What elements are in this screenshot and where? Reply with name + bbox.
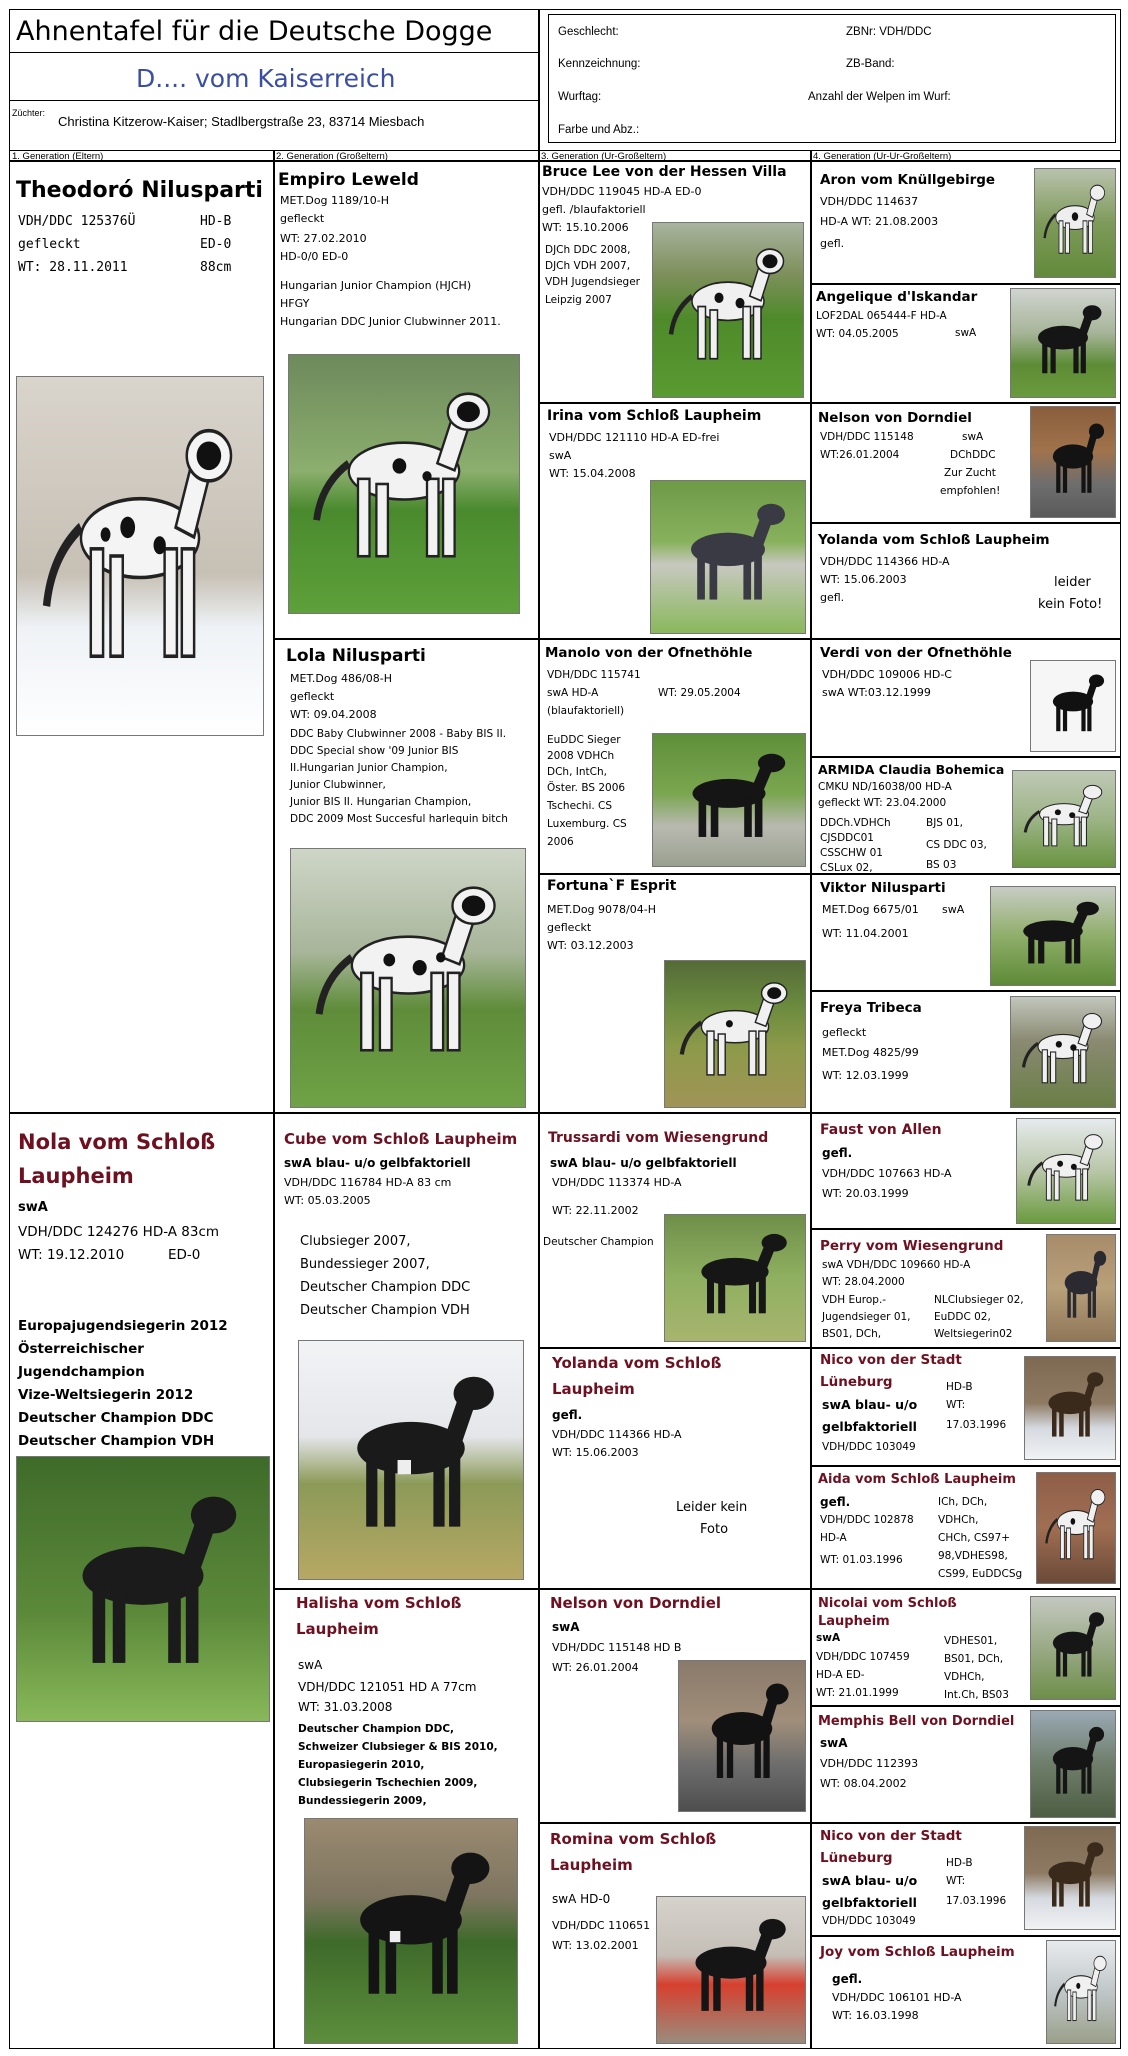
empiro-photo [288,354,520,614]
fortuna-name: Fortuna`F Esprit [547,878,677,894]
zbband-label: ZB-Band: [846,58,895,70]
gen3-label: 3. Generation (Ur-Großeltern) [541,151,667,162]
sire-color: gefleckt [18,237,81,252]
manolo-l9: Luxemburg. CS [547,818,627,830]
dam-title-0: Europajugendsiegerin 2012 [18,1318,228,1334]
manolo-l7: Öster. BS 2006 [547,782,626,794]
dam-title-5: Deutscher Champion VDH [18,1433,215,1449]
verdi-name: Verdi von der Ofnethöhle [820,645,1012,661]
cube-l1: swA blau- u/o gelbfaktoriell [284,1156,471,1170]
yolanda3-l2: VDH/DDC 114366 HD-A [552,1428,682,1441]
halisha-photo [304,1818,518,2044]
armida-l6: CSLux 02, [820,862,873,874]
viktor-l1b: swA [942,903,965,916]
bruce-l6: VDH Jugendsieger [545,276,640,288]
trussardi-l2: VDH/DDC 113374 HD-A [552,1176,682,1189]
cube-l2: VDH/DDC 116784 HD-A 83 cm [284,1176,452,1189]
yolanda3-no-photo-1: Leider kein [676,1500,748,1515]
cube-photo [298,1340,524,1580]
g3-split-2 [538,638,810,640]
nico2-l3: VDH/DDC 103049 [822,1915,916,1927]
dam-ed: ED-0 [168,1247,201,1263]
joy-name: Joy vom Schloß Laupheim [820,1944,1015,1960]
dam-title-1: Österreichischer [18,1341,144,1357]
g4-split-14 [810,1822,1121,1824]
faust-l3: WT: 20.03.1999 [822,1187,909,1200]
halisha-l3: WT: 31.03.2008 [298,1700,393,1714]
nicolai-l4: WT: 21.01.1999 [816,1687,899,1699]
romina-name-2: Laupheim [550,1856,633,1874]
fortuna-l3: WT: 03.12.2003 [547,939,634,952]
viktor-name: Viktor Nilusparti [820,880,946,896]
g4-split-13 [810,1705,1121,1707]
armida-name: ARMIDA Claudia Bohemica [818,762,1005,777]
romina-l2: VDH/DDC 110651 [552,1919,651,1932]
freya-photo [1010,996,1116,1108]
cube-l7: Deutscher Champion VDH [300,1303,470,1318]
col-sep-3 [810,150,812,2049]
aida-r2: VDHCh, [938,1514,979,1526]
armida-l5: CSSCHW 01 [820,847,883,859]
g4-split-2 [810,402,1121,404]
dam-color: swA [18,1200,48,1215]
g4-split-15 [810,1935,1121,1937]
angelique-l2b: swA [955,327,977,339]
aron-l1: VDH/DDC 114637 [820,195,919,208]
cube-name: Cube vom Schloß Laupheim [284,1130,518,1148]
col-sep-1 [273,150,275,2049]
dam-reg: VDH/DDC 124276 HD-A 83cm [18,1224,220,1240]
nelson4-l3: Zur Zucht [944,467,996,479]
nico1-l2: gelbfaktoriell [822,1419,917,1434]
g4-split-7 [810,990,1121,992]
lola-photo [290,848,526,1108]
aida-l3: HD-A [820,1532,847,1544]
memphis-name: Memphis Bell von Dorndiel [818,1714,1015,1729]
manolo-l8: Tschechi. CS [547,800,613,812]
perry-r3: Weltsiegerin02 [934,1328,1013,1340]
lola-l8: Junior BIS II. Hungarian Champion, [290,796,472,808]
bruce-l3: WT: 15.10.2006 [542,221,629,234]
nicolai-r2: BS01, DCh, [944,1653,1004,1665]
halisha-name-1: Halisha vom Schloß [296,1594,462,1612]
nelson4-l2: WT:26.01.2004 [820,449,900,461]
nico2-photo [1024,1826,1116,1930]
empiro-l5: Hungarian Junior Champion (HJCH) [280,279,472,292]
manolo-l6: DCh, IntCh, [547,766,607,778]
perry-l1: swA VDH/DDC 109660 HD-A [822,1259,971,1271]
armida-l1: CMKU ND/16038/00 HD-A [818,781,952,793]
perry-l2: WT: 28.04.2000 [822,1276,905,1288]
kennel-divider [9,100,538,101]
trussardi-l3: WT: 22.11.2002 [552,1204,639,1217]
cube-l4: Clubsieger 2007, [300,1234,411,1249]
joy-l3: WT: 16.03.1998 [832,2009,919,2022]
trussardi-photo [664,1214,806,1342]
nico2-r3: 17.03.1996 [946,1895,1007,1907]
trussardi-l4: Deutscher Champion [543,1236,654,1248]
nelson3-name: Nelson von Dorndiel [550,1594,722,1612]
halisha-l4: Deutscher Champion DDC, [298,1723,455,1735]
memphis-photo [1030,1710,1116,1818]
kennzeichnung-label: Kennzeichnung: [558,58,641,70]
aida-photo [1036,1472,1116,1584]
perry-photo [1046,1234,1116,1342]
aida-r4: 98,VDHES98, [938,1550,1008,1562]
angelique-l1: LOF2DAL 065444-F HD-A [816,310,947,322]
armida-r2: CS DDC 03, [926,839,987,851]
lola-l1: MET.Dog 486/08-H [290,672,392,685]
fortuna-photo [664,960,806,1108]
nelson4-l1: VDH/DDC 115148 [820,431,914,443]
breeder-label: Züchter: [12,108,46,118]
manolo-l2: swA HD-A [547,687,599,699]
sire-ed: ED-0 [200,237,232,252]
trussardi-l1: swA blau- u/o gelbfaktoriell [550,1156,737,1170]
sire-photo [16,376,264,736]
freya-name: Freya Tribeca [820,1000,922,1016]
perry-r2: EuDDC 02, [934,1311,991,1323]
angelique-l2: WT: 04.05.2005 [816,328,899,340]
g4-split-8 [810,1112,1121,1114]
bruce-photo [652,222,804,398]
dam-photo [16,1456,270,1722]
yolanda4-l1: VDH/DDC 114366 HD-A [820,555,950,568]
bruce-name: Bruce Lee von der Hessen Villa [542,164,787,180]
nico2-name-1: Nico von der Stadt [820,1828,962,1844]
perry-l3: VDH Europ.- [822,1294,887,1306]
welpen-label: Anzahl der Welpen im Wurf: [808,91,951,103]
g4-split-5 [810,756,1121,758]
fortuna-l1: MET.Dog 9078/04-H [547,903,656,916]
halisha-l1: swA [298,1658,323,1672]
romina-photo [656,1896,806,2044]
sire-hd: HD-B [200,214,232,229]
nelson3-l3: WT: 26.01.2004 [552,1661,639,1674]
nico1-name-1: Nico von der Stadt [820,1352,962,1368]
empiro-l7: Hungarian DDC Junior Clubwinner 2011. [280,315,501,328]
nico1-name-2: Lüneburg [820,1374,893,1390]
freya-l1: gefleckt [822,1026,867,1039]
viktor-l1: MET.Dog 6675/01 [822,903,919,916]
sire-height: 88cm [200,260,232,275]
dam-wt: WT: 19.12.2010 [18,1247,125,1263]
yolanda3-l1: gefl. [552,1408,583,1422]
g3-split-5 [538,1347,810,1349]
gen4-label: 4. Generation (Ur-Ur-Großeltern) [813,151,952,162]
breeder-info: Christina Kitzerow-Kaiser; Stadlbergstraße 23, 83714 Miesbach [58,114,425,129]
nelson4-l1b: swA [962,431,984,443]
faust-photo [1016,1118,1116,1224]
perry-r1: NLClubsieger 02, [934,1294,1024,1306]
title-divider [9,52,538,53]
aida-l4: WT: 01.03.1996 [820,1554,903,1566]
dam-name-line1: Nola vom Schloß [18,1130,216,1154]
dam-name-line2: Laupheim [18,1164,134,1188]
g3-split-3 [538,873,810,875]
romina-l1: swA HD-0 [552,1892,611,1906]
aron-name: Aron vom Knüllgebirge [820,172,996,188]
manolo-l3: (blaufaktoriell) [547,705,625,717]
irina-photo [650,480,806,634]
header-split [538,9,540,150]
bruce-l1: VDH/DDC 119045 HD-A ED-0 [542,185,702,198]
halisha-l6: Europasiegerin 2010, [298,1759,425,1771]
cube-l5: Bundessieger 2007, [300,1257,430,1272]
perry-name: Perry vom Wiesengrund [820,1238,1004,1254]
nicolai-photo [1030,1596,1116,1700]
nico2-name-2: Lüneburg [820,1850,893,1866]
aron-photo [1034,168,1116,278]
nelson4-l4: empfohlen! [940,485,1001,497]
col-sep-2 [538,150,540,2049]
wurftag-label: Wurftag: [558,91,602,103]
yolanda3-l3: WT: 15.06.2003 [552,1446,639,1459]
nico2-r1: HD-B [946,1857,973,1869]
g3-split-7 [538,1822,810,1824]
verdi-photo [1030,660,1116,752]
cube-l6: Deutscher Champion DDC [300,1280,471,1295]
nelson3-photo [678,1660,806,1812]
geschlecht-label: Geschlecht: [558,26,619,38]
lola-l5: DDC Special show '09 Junior BIS [290,745,459,757]
manolo-l2b: WT: 29.05.2004 [658,687,741,699]
aida-r1: ICh, DCh, [938,1496,988,1508]
bruce-l4: DJCh DDC 2008, [545,244,631,256]
g3-split-6 [538,1588,810,1590]
empiro-l3: WT: 27.02.2010 [280,232,367,245]
nelson4-l2b: DChDDC [950,449,996,461]
joy-l2: VDH/DDC 106101 HD-A [832,1991,962,2004]
armida-r3: BS 03 [926,859,957,871]
halisha-name-2: Laupheim [296,1620,379,1638]
manolo-l10: 2006 [547,836,574,848]
yolanda3-name-1: Yolanda vom Schloß [552,1354,722,1372]
aida-l2: VDH/DDC 102878 [820,1514,914,1526]
nicolai-name-1: Nicolai vom Schloß [818,1596,957,1611]
g4-split-12 [810,1588,1121,1590]
kennel-name: D.... vom Kaiserreich [136,64,396,93]
nico1-l3: VDH/DDC 103049 [822,1441,916,1453]
g4-split-3 [810,522,1121,524]
nicolai-l1: swA [816,1632,841,1644]
lola-l4: DDC Baby Clubwinner 2008 - Baby BIS II. [290,728,507,740]
yolanda3-name-2: Laupheim [552,1380,635,1398]
nicolai-r1: VDHES01, [944,1635,998,1647]
faust-name: Faust von Allen [820,1122,942,1138]
manolo-photo [652,733,806,867]
halisha-l2: VDH/DDC 121051 HD A 77cm [298,1680,477,1694]
bruce-l2: gefl. /blaufaktoriell [542,203,646,216]
freya-l3: WT: 12.03.1999 [822,1069,909,1082]
halisha-l8: Bundessiegerin 2009, [298,1795,427,1807]
sire-name: Theodoró Nilusparti [16,178,263,203]
dam-title-4: Deutscher Champion DDC [18,1410,214,1426]
perry-l5: BS01, DCh, [822,1328,882,1340]
yolanda3-no-photo-2: Foto [700,1522,729,1537]
empiro-l4: HD-0/0 ED-0 [280,250,349,263]
yolanda4-name: Yolanda vom Schloß Laupheim [818,532,1050,548]
irina-name: Irina vom Schloß Laupheim [547,408,762,424]
gen2-label: 2. Generation (Großeltern) [276,151,388,162]
empiro-l6: HFGY [280,297,310,310]
g4-split-9 [810,1228,1121,1230]
nelson3-l1: swA [552,1620,580,1634]
irina-l2: swA [549,449,572,462]
verdi-l2: swA WT:03.12.1999 [822,686,931,699]
sire-reg: VDH/DDC 125376Ü [18,214,136,229]
perry-l4: Jugendsieger 01, [822,1311,911,1323]
page-border [9,9,1121,2049]
nico2-l2: gelbfaktoriell [822,1895,917,1910]
angelique-name: Angelique d'Iskandar [816,289,978,305]
empiro-l2: gefleckt [280,212,325,225]
nico2-r2: WT: [946,1875,966,1887]
nico2-l1: swA blau- u/o [822,1873,918,1888]
sire-wt: WT: 28.11.2011 [18,260,128,275]
lola-l3: WT: 09.04.2008 [290,708,377,721]
zbnr-label: ZBNr: VDH/DDC [846,26,932,38]
fortuna-l2: gefleckt [547,921,592,934]
aida-name: Aida vom Schloß Laupheim [818,1472,1016,1487]
cube-l3: WT: 05.03.2005 [284,1194,371,1207]
lola-l2: gefleckt [290,690,335,703]
nico1-r3: 17.03.1996 [946,1419,1007,1431]
g4-split-10 [810,1347,1121,1349]
viktor-photo [990,886,1116,986]
armida-l4: CJSDDC01 [820,832,874,844]
nico1-l1: swA blau- u/o [822,1397,918,1412]
irina-l3: WT: 15.04.2008 [549,467,636,480]
memphis-l1: swA [820,1736,848,1750]
nicolai-r4: Int.Ch, BS03 [944,1689,1009,1701]
nicolai-l2: VDH/DDC 107459 [816,1651,910,1663]
lola-l6: II.Hungarian Junior Champion, [290,762,448,774]
joy-l1: gefl. [832,1972,863,1986]
farbe-label: Farbe und Abz.: [558,124,640,136]
aida-r5: CS99, EuDDCSg [938,1568,1023,1580]
angelique-photo [1010,288,1116,398]
viktor-l2: WT: 11.04.2001 [822,927,909,940]
nicolai-name-2: Laupheim [818,1614,890,1629]
dam-title-3: Vize-Weltsiegerin 2012 [18,1387,194,1403]
nicolai-l3: HD-A ED- [816,1669,865,1681]
memphis-l2: VDH/DDC 112393 [820,1757,919,1770]
bruce-l5: DJCh VDH 2007, [545,260,631,272]
page-title: Ahnentafel für die Deutsche Dogge [16,16,493,47]
yolanda4-no-photo-1: leider [1054,575,1091,590]
nico1-r2: WT: [946,1399,966,1411]
yolanda4-l3: gefl. [820,591,845,604]
lola-name: Lola Nilusparti [286,646,426,666]
armida-l3: DDCh.VDHCh [820,817,891,829]
gen1-label: 1. Generation (Eltern) [12,151,104,162]
dam-title-2: Jugendchampion [18,1364,145,1380]
g4-split-11 [810,1465,1121,1467]
aida-r3: CHCh, CS97+ [938,1532,1011,1544]
manolo-l4: EuDDC Sieger [547,734,621,746]
armida-photo [1012,770,1116,868]
nicolai-r3: VDHCh, [944,1671,985,1683]
yolanda4-no-photo-2: kein Foto! [1038,597,1103,612]
faust-l1: gefl. [822,1146,853,1160]
romina-name-1: Romina vom Schloß [550,1830,717,1848]
halisha-l5: Schweizer Clubsieger & BIS 2010, [298,1741,498,1753]
g4-split-4 [810,638,1121,640]
nelson3-l2: VDH/DDC 115148 HD B [552,1641,682,1654]
lola-l7: Junior Clubwinner, [290,779,386,791]
halisha-l7: Clubsiegerin Tschechien 2009, [298,1777,478,1789]
aida-l1: gefl. [820,1495,851,1509]
yolanda4-l2: WT: 15.06.2003 [820,573,907,586]
empiro-l1: MET.Dog 1189/10-H [280,194,389,207]
manolo-l5: 2008 VDHCh [547,750,615,762]
verdi-l1: VDH/DDC 109006 HD-C [822,668,952,681]
manolo-name: Manolo von der Ofnethöhle [545,645,753,661]
aron-l2: HD-A WT: 21.08.2003 [820,215,939,228]
nico1-photo [1024,1356,1116,1460]
lola-l9: DDC 2009 Most Succesful harlequin bitch [290,813,508,825]
empiro-name: Empiro Leweld [278,170,419,190]
faust-l2: VDH/DDC 107663 HD-A [822,1167,952,1180]
manolo-l1: VDH/DDC 115741 [547,669,641,681]
g4-split-1 [810,283,1121,285]
nelson4-name: Nelson von Dorndiel [818,410,972,426]
g3-split-1 [538,402,810,404]
armida-r1: BJS 01, [926,817,964,829]
romina-l3: WT: 13.02.2001 [552,1939,639,1952]
memphis-l3: WT: 08.04.2002 [820,1777,907,1790]
irina-l1: VDH/DDC 121110 HD-A ED-frei [549,431,720,444]
armida-l2: gefleckt WT: 23.04.2000 [818,797,947,809]
g2-split-top [273,638,538,640]
nelson4-photo [1030,406,1116,518]
aron-l3: gefl. [820,237,845,250]
bruce-l7: Leipzig 2007 [545,294,612,306]
nico1-r1: HD-B [946,1381,973,1393]
trussardi-name: Trussardi vom Wiesengrund [548,1130,769,1146]
joy-photo [1046,1940,1116,2044]
g2-split-bottom [273,1588,538,1590]
freya-l2: MET.Dog 4825/99 [822,1046,919,1059]
